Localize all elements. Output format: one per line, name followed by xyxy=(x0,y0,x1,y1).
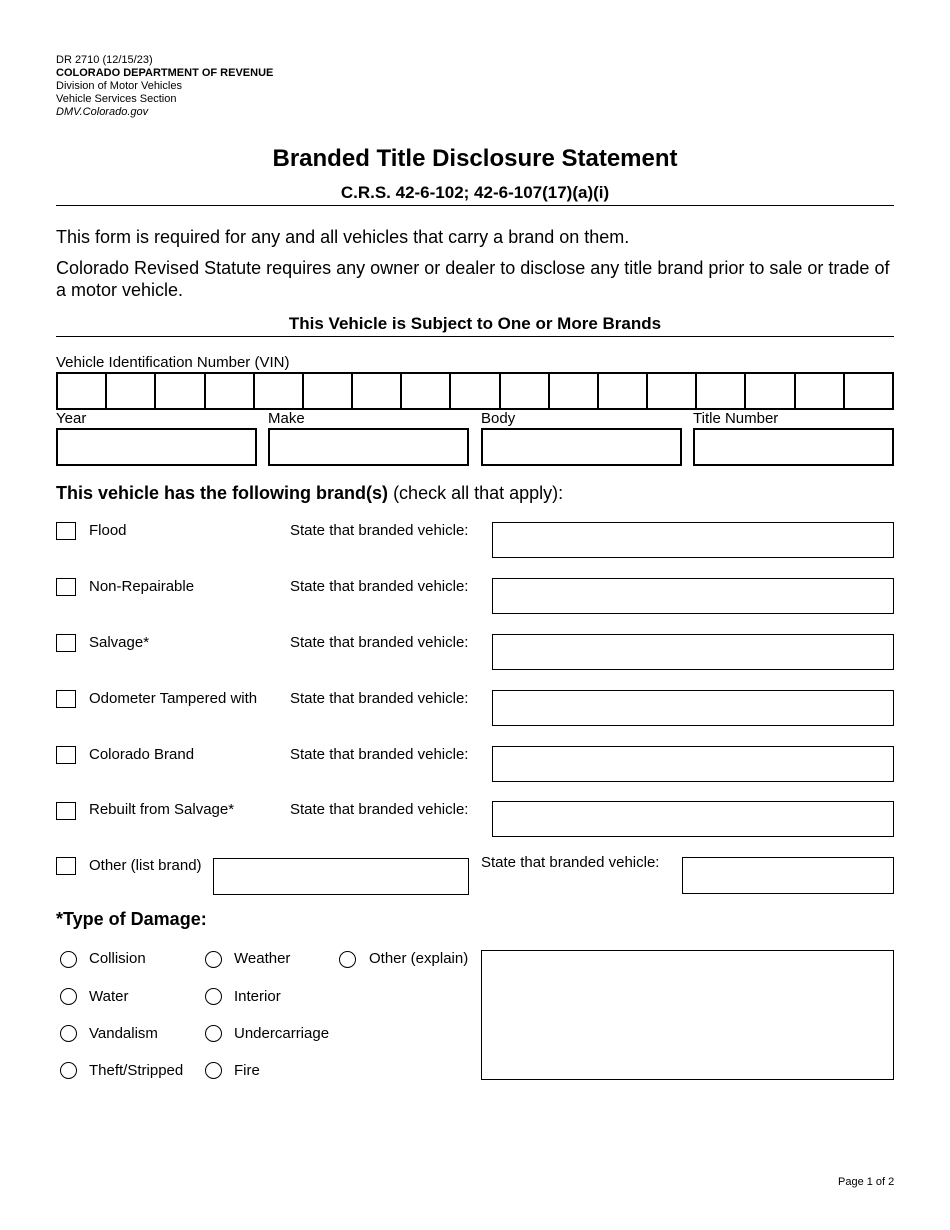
non-repairable-checkbox[interactable] xyxy=(56,578,76,596)
flood-state-label: State that branded vehicle: xyxy=(290,522,469,539)
non-repairable-state-label: State that branded vehicle: xyxy=(290,578,469,595)
water-label: Water xyxy=(89,988,129,1005)
website: DMV.Colorado.gov xyxy=(56,106,149,118)
vin-cell[interactable] xyxy=(58,374,107,408)
intro-paragraph-1: This form is required for any and all vehicles that carry a brand on them. xyxy=(56,227,630,247)
vin-cell[interactable] xyxy=(648,374,697,408)
theft-stripped-radio[interactable] xyxy=(60,1062,77,1079)
water-radio[interactable] xyxy=(60,988,77,1005)
other-brand-checkbox[interactable] xyxy=(56,857,76,875)
vin-cell[interactable] xyxy=(255,374,304,408)
vin-cell[interactable] xyxy=(206,374,255,408)
title-number-field[interactable] xyxy=(693,428,894,466)
non-repairable-label: Non-Repairable xyxy=(89,578,195,595)
interior-radio[interactable] xyxy=(205,988,222,1005)
vin-cell[interactable] xyxy=(845,374,892,408)
vandalism-label: Vandalism xyxy=(89,1025,158,1042)
flood-state-field[interactable] xyxy=(492,522,894,558)
section-name: Vehicle Services Section xyxy=(56,93,177,105)
body-label: Body xyxy=(481,410,516,427)
divider xyxy=(56,205,894,206)
undercarriage-label: Undercarriage xyxy=(234,1025,330,1042)
rebuilt-checkbox[interactable] xyxy=(56,802,76,820)
weather-radio[interactable] xyxy=(205,951,222,968)
other-explain-radio[interactable] xyxy=(339,951,356,968)
other-explain-label: Other (explain) xyxy=(369,950,469,967)
divider xyxy=(56,336,894,337)
salvage-state-field[interactable] xyxy=(492,634,894,670)
odometer-checkbox[interactable] xyxy=(56,690,76,708)
colorado-brand-state-field[interactable] xyxy=(492,746,894,782)
rebuilt-state-field[interactable] xyxy=(492,801,894,837)
intro-paragraph-2: Colorado Revised Statute requires any owner or dealer to disclose any title brand prior to sale or trade of a motor vehicle. xyxy=(56,258,890,300)
vandalism-radio[interactable] xyxy=(60,1025,77,1042)
other-brand-state-field[interactable] xyxy=(682,857,894,894)
damage-heading: *Type of Damage: xyxy=(56,909,207,929)
vin-cell[interactable] xyxy=(796,374,845,408)
statute-reference: C.R.S. 42-6-102; 42-6-107(17)(a)(i) xyxy=(340,183,610,202)
vin-cell[interactable] xyxy=(107,374,156,408)
vin-cell[interactable] xyxy=(451,374,500,408)
vin-cell[interactable] xyxy=(599,374,648,408)
salvage-checkbox[interactable] xyxy=(56,634,76,652)
odometer-state-field[interactable] xyxy=(492,690,894,726)
theft-stripped-label: Theft/Stripped xyxy=(89,1062,184,1079)
vin-cell[interactable] xyxy=(402,374,451,408)
make-field[interactable] xyxy=(268,428,469,466)
fire-label: Fire xyxy=(234,1062,260,1079)
weather-label: Weather xyxy=(234,950,291,967)
interior-label: Interior xyxy=(234,988,281,1005)
department-name: COLORADO DEPARTMENT OF REVENUE xyxy=(56,67,274,79)
fire-radio[interactable] xyxy=(205,1062,222,1079)
colorado-brand-state-label: State that branded vehicle: xyxy=(290,746,469,763)
collision-label: Collision xyxy=(89,950,146,967)
year-field[interactable] xyxy=(56,428,257,466)
other-brand-label: Other (list brand) xyxy=(89,857,202,874)
brands-heading xyxy=(56,482,563,504)
section-title: This Vehicle is Subject to One or More Brands xyxy=(288,314,662,333)
colorado-brand-checkbox[interactable] xyxy=(56,746,76,764)
form-number: DR 2710 (12/15/23) xyxy=(56,54,153,66)
salvage-state-label: State that branded vehicle: xyxy=(290,634,469,651)
year-label: Year xyxy=(56,410,87,427)
rebuilt-label: Rebuilt from Salvage* xyxy=(89,801,235,818)
vin-cell[interactable] xyxy=(501,374,550,408)
vin-cell[interactable] xyxy=(156,374,205,408)
page-number: Page 1 of 2 xyxy=(838,1176,895,1188)
vin-cell[interactable] xyxy=(353,374,402,408)
vin-cell[interactable] xyxy=(550,374,599,408)
body-field[interactable] xyxy=(481,428,682,466)
form-header xyxy=(56,54,273,119)
flood-label: Flood xyxy=(89,522,127,539)
title-number-label: Title Number xyxy=(693,410,779,427)
odometer-state-label: State that branded vehicle: xyxy=(290,690,469,707)
colorado-brand-label: Colorado Brand xyxy=(89,746,195,763)
vin-cell[interactable] xyxy=(746,374,795,408)
make-label: Make xyxy=(268,410,305,427)
collision-radio[interactable] xyxy=(60,951,77,968)
vin-label: Vehicle Identification Number (VIN) xyxy=(56,354,290,371)
brands-heading-bold: This vehicle has the following brand(s) xyxy=(56,483,389,503)
salvage-label: Salvage* xyxy=(89,634,150,651)
flood-checkbox[interactable] xyxy=(56,522,76,540)
odometer-label: Odometer Tampered with xyxy=(89,690,258,707)
rebuilt-state-label: State that branded vehicle: xyxy=(290,801,469,818)
other-brand-state-label: State that branded vehicle: xyxy=(481,854,660,871)
undercarriage-radio[interactable] xyxy=(205,1025,222,1042)
damage-explain-field[interactable] xyxy=(481,950,894,1080)
division-name: Division of Motor Vehicles xyxy=(56,80,182,92)
page-title: Branded Title Disclosure Statement xyxy=(272,145,678,172)
other-brand-field[interactable] xyxy=(213,858,469,895)
brands-heading-note: (check all that apply): xyxy=(393,483,564,503)
vin-cell[interactable] xyxy=(697,374,746,408)
non-repairable-state-field[interactable] xyxy=(492,578,894,614)
vin-input[interactable] xyxy=(56,372,894,410)
vin-cell[interactable] xyxy=(304,374,353,408)
